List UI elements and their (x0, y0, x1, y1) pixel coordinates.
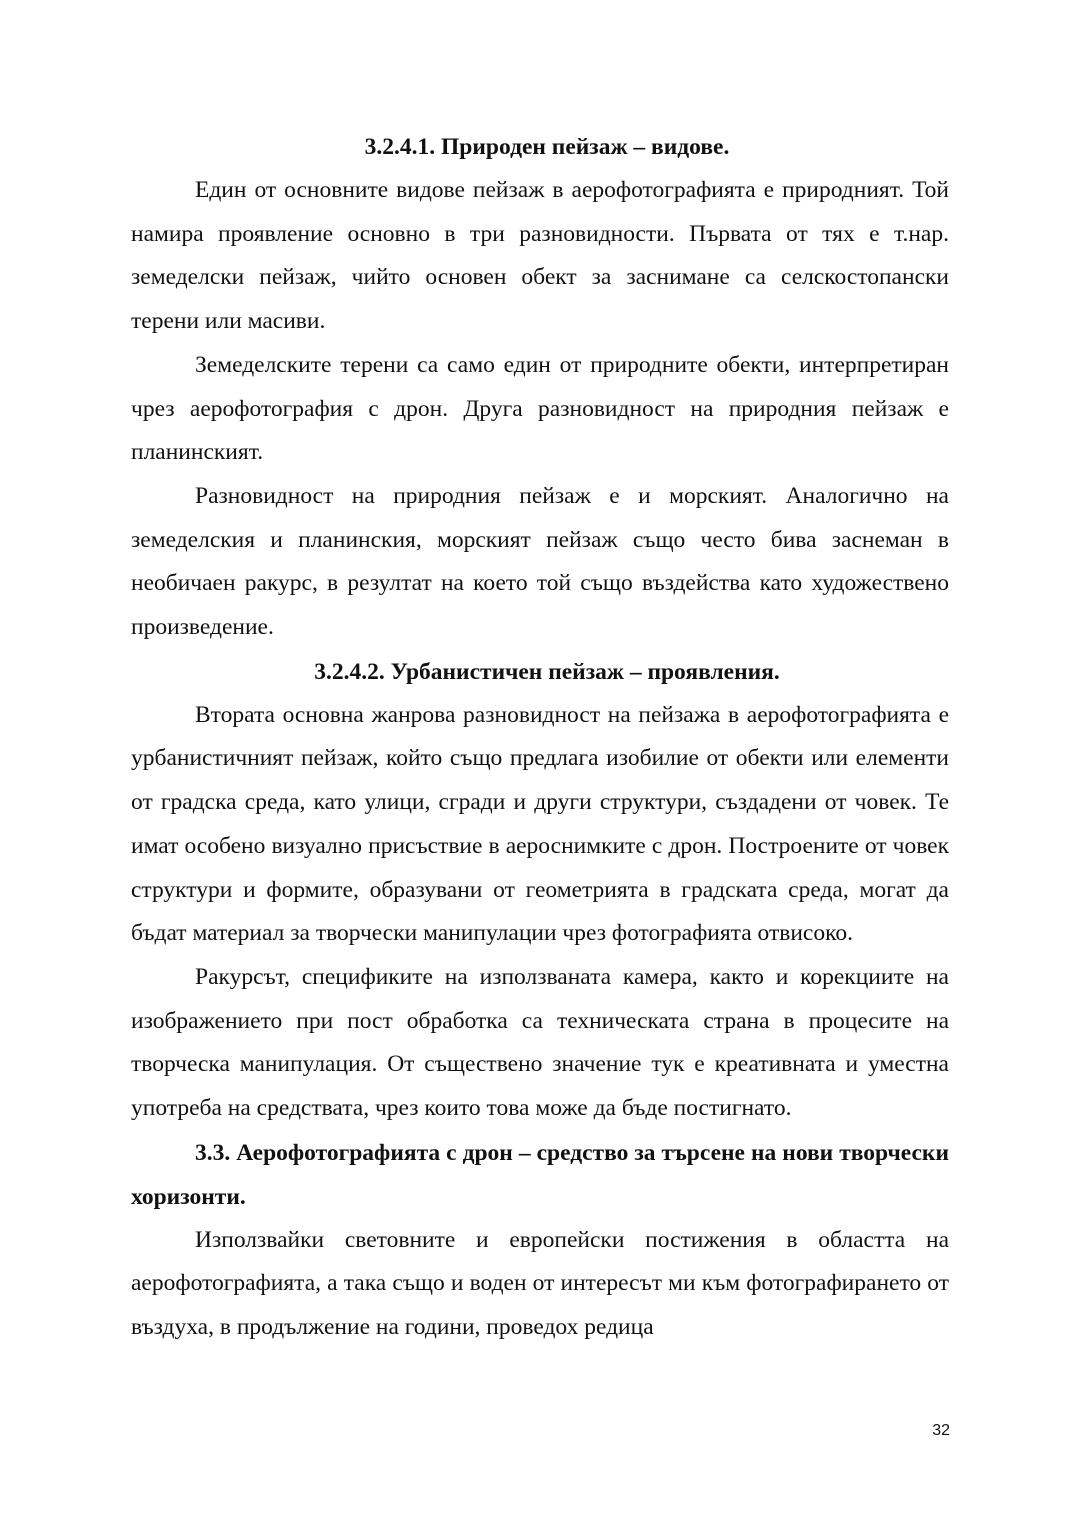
section-heading-drone-aerial-photography: 3.3. Аерофотографията с дрон – средство за търсене на нови творчески хоризонти. (131, 1139, 949, 1210)
section-heading-natural-landscape: 3.2.4.1. Природен пейзаж – видове. (364, 134, 730, 160)
section-heading-urban-landscape: 3.2.4.2. Урбанистичен пейзаж – проявления. (314, 658, 780, 685)
paragraph: Разновидност на природния пейзаж е и морският. Аналогично на земеделския и планинския, морският пейзаж също често бива заснеман в необичаен ракурс, в резултат на което той също въздейства като художествено произведение. (131, 482, 949, 641)
paragraph: Един от основните видове пейзаж в аерофотографията е природният. Той намира проявление основно в три разновидности. Първата от тях е т.нар. земеделски пейзаж, чийто основен обект за заснимане са селскостопански терени или масиви. (131, 177, 949, 335)
paragraph: Ракурсът, спецификите на използваната камера, както и корекциите на изображението при пост обработка са техническата страна в процесите на творческа манипулация. От съществено значение тук е креативната и уместна употреба на средствата, чрез които това може да бъде постигнато. (131, 963, 949, 1122)
paragraph: Земеделските терени са само един от природните обекти, интерпретиран чрез аерофотография с дрон. Друга разновидност на природния пейзаж е планинският. (131, 351, 949, 466)
page-body (131, 125, 949, 1350)
page-number: 32 (932, 1422, 950, 1439)
paragraph: Използвайки световните и европейски постижения в областта на аерофотографията, а така също и воден от интересът ми към фотографирането от въздуха, в продължение на години, проведох редица (131, 1226, 949, 1341)
paragraph: Втората основна жанрова разновидност на пейзажа в аерофотографията е урбанистичният пейзаж, който също предлага изобилие от обекти или елементи от градска среда, като улици, сгради и други структури, създадени от човек. Те имат особено визуално присъствие в аероснимките с дрон. Построените от човек структури и формите, образувани от геометрията в градската среда, могат да бъдат материал за творчески манипулации чрез фотографията отвисоко. (131, 701, 949, 947)
